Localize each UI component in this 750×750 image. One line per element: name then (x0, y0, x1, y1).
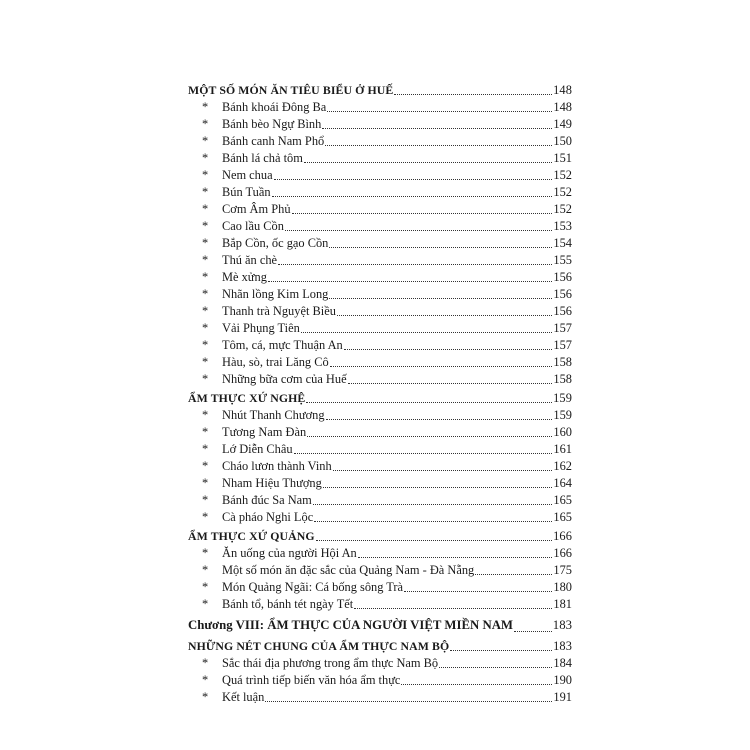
toc-title: Sắc thái địa phương trong ẩm thực Nam Bộ (222, 656, 439, 670)
toc-item (188, 655, 572, 672)
toc-item (188, 201, 572, 218)
bullet-marker: * (202, 185, 209, 199)
dot-leader (348, 383, 553, 384)
bullet-marker: * (202, 597, 209, 611)
toc-title: Nem chua (222, 168, 273, 182)
dot-leader (354, 608, 552, 609)
page-number: 165 (553, 510, 572, 524)
dot-leader (314, 521, 552, 522)
page-number: 159 (553, 391, 572, 405)
bullet-marker: * (202, 425, 209, 439)
dot-leader (514, 631, 552, 632)
toc-item (188, 492, 572, 509)
toc-item (188, 354, 572, 371)
toc-title: Quá trình tiếp biến văn hóa ẩm thực (222, 673, 401, 687)
dot-leader (322, 128, 552, 129)
toc-item (188, 167, 572, 184)
toc-title: Ăn uống của người Hội An (222, 546, 357, 560)
page-number: 164 (553, 476, 572, 490)
bullet-marker: * (202, 219, 209, 233)
dot-leader (330, 366, 553, 367)
bullet-marker: * (202, 580, 209, 594)
toc-item (188, 218, 572, 235)
dot-leader (268, 281, 552, 282)
toc-item (188, 579, 572, 596)
page-number: 151 (553, 151, 572, 165)
bullet-marker: * (202, 673, 209, 687)
page-number: 152 (553, 202, 572, 216)
toc-item (188, 672, 572, 689)
toc-title: Mè xửng (222, 270, 267, 284)
page-number: 157 (553, 321, 572, 335)
page-number: 166 (553, 529, 572, 543)
toc-title: Bánh lá chả tôm (222, 151, 303, 165)
toc-item (188, 252, 572, 269)
toc-title: Thú ăn chè (222, 253, 278, 267)
bullet-marker: * (202, 168, 209, 182)
page-number: 155 (553, 253, 572, 267)
page-number: 180 (553, 580, 572, 594)
toc-item (188, 286, 572, 303)
toc-title: Bánh canh Nam Phổ (222, 134, 325, 148)
bullet-marker: * (202, 151, 209, 165)
bullet-marker: * (202, 321, 209, 335)
page-number: 183 (553, 639, 572, 653)
toc-title: MỘT SỐ MÓN ĂN TIÊU BIỂU Ở HUẾ (188, 83, 394, 97)
toc-title: Bún Tuần (222, 185, 271, 199)
dot-leader (274, 179, 553, 180)
toc-title: Vải Phụng Tiên (222, 321, 300, 335)
bullet-marker: * (202, 476, 209, 490)
bullet-marker: * (202, 100, 209, 114)
page-number: 154 (553, 236, 572, 250)
toc-title: Bánh đúc Sa Nam (222, 493, 312, 507)
toc-item (188, 545, 572, 562)
toc-item (188, 562, 572, 579)
toc-item (188, 441, 572, 458)
toc-item (188, 596, 572, 613)
dot-leader (404, 591, 552, 592)
page-number: 158 (553, 372, 572, 386)
toc-chapter (188, 615, 572, 636)
page-number: 190 (553, 673, 572, 687)
page-number: 157 (553, 338, 572, 352)
page-number: 165 (553, 493, 572, 507)
dot-leader (313, 504, 553, 505)
toc-title: Kết luận (222, 690, 265, 704)
dot-leader (272, 196, 553, 197)
dot-leader (325, 145, 552, 146)
toc-title: Bắp Cồn, ốc gạo Cồn (222, 236, 329, 250)
dot-leader (306, 402, 552, 403)
toc-title: Nham Hiệu Thượng (222, 476, 322, 490)
page-number: 156 (553, 270, 572, 284)
dot-leader (326, 419, 553, 420)
toc-item (188, 371, 572, 388)
bullet-marker: * (202, 510, 209, 524)
dot-leader (301, 332, 553, 333)
toc-title: Cơm Âm Phủ (222, 202, 291, 216)
dot-leader (323, 487, 553, 488)
bullet-marker: * (202, 236, 209, 250)
page-number: 149 (553, 117, 572, 131)
toc-title: Cháo lươn thành Vinh (222, 459, 332, 473)
dot-leader (358, 557, 553, 558)
toc-item (188, 303, 572, 320)
bullet-marker: * (202, 253, 209, 267)
bullet-marker: * (202, 117, 209, 131)
dot-leader (329, 298, 552, 299)
toc-item (188, 320, 572, 337)
bullet-marker: * (202, 134, 209, 148)
toc-section (188, 390, 572, 407)
toc-title: Nhút Thanh Chương (222, 408, 325, 422)
toc-item (188, 475, 572, 492)
page-number: 191 (553, 690, 572, 704)
toc-title: NHỮNG NÉT CHUNG CỦA ẨM THỰC NAM BỘ (188, 639, 450, 653)
bullet-marker: * (202, 459, 209, 473)
toc-item (188, 269, 572, 286)
dot-leader (327, 111, 552, 112)
dot-leader (278, 264, 552, 265)
bullet-marker: * (202, 442, 209, 456)
dot-leader (294, 453, 553, 454)
toc-title: Tương Nam Đàn (222, 425, 307, 439)
bullet-marker: * (202, 287, 209, 301)
toc-item (188, 407, 572, 424)
page-number: 156 (553, 287, 572, 301)
page-number: 181 (553, 597, 572, 611)
toc-item (188, 458, 572, 475)
toc-item (188, 424, 572, 441)
dot-leader (265, 701, 552, 702)
toc-title: Chương VIII: ẨM THỰC CỦA NGƯỜI VIỆT MIỀN NAM (188, 618, 514, 632)
toc-item (188, 235, 572, 252)
toc-item (188, 133, 572, 150)
page-number: 162 (553, 459, 572, 473)
toc-section (188, 638, 572, 655)
dot-leader (401, 684, 552, 685)
dot-leader (475, 574, 552, 575)
toc-title: Món Quảng Ngãi: Cá bống sông Trà (222, 580, 404, 594)
dot-leader (285, 230, 552, 231)
page-number: 148 (553, 83, 572, 97)
bullet-marker: * (202, 338, 209, 352)
page-number: 160 (553, 425, 572, 439)
toc-title: ẨM THỰC XỨ NGHỆ (188, 391, 306, 405)
toc-title: Tôm, cá, mực Thuận An (222, 338, 343, 352)
page-number: 175 (553, 563, 572, 577)
page-number: 152 (553, 185, 572, 199)
page-number: 161 (553, 442, 572, 456)
toc-item (188, 150, 572, 167)
toc-title: Thanh trà Nguyệt Biều (222, 304, 336, 318)
dot-leader (439, 667, 552, 668)
dot-leader (344, 349, 553, 350)
toc-title: Nhãn lồng Kim Long (222, 287, 329, 301)
toc-item (188, 99, 572, 116)
toc-title: Một số món ăn đặc sắc của Quảng Nam - Đà Nẵng (222, 563, 475, 577)
bullet-marker: * (202, 270, 209, 284)
toc-title: Cà pháo Nghi Lộc (222, 510, 314, 524)
bullet-marker: * (202, 493, 209, 507)
toc-title: Bánh tổ, bánh tét ngày Tết (222, 597, 354, 611)
bullet-marker: * (202, 690, 209, 704)
bullet-marker: * (202, 355, 209, 369)
toc-item (188, 509, 572, 526)
page-number: 156 (553, 304, 572, 318)
dot-leader (307, 436, 552, 437)
dot-leader (333, 470, 553, 471)
dot-leader (337, 315, 553, 316)
toc-section (188, 528, 572, 545)
page-number: 159 (553, 408, 572, 422)
page-number: 158 (553, 355, 572, 369)
page-number: 152 (553, 168, 572, 182)
toc-title: Bánh bèo Ngự Bình (222, 117, 322, 131)
page-number: 153 (553, 219, 572, 233)
toc-title: Bánh khoái Đông Ba (222, 100, 327, 114)
toc-title: Hàu, sò, trai Lăng Cô (222, 355, 329, 369)
dot-leader (292, 213, 553, 214)
page-number: 148 (553, 100, 572, 114)
toc-item (188, 689, 572, 706)
dot-leader (394, 94, 552, 95)
bullet-marker: * (202, 563, 209, 577)
page-number: 150 (553, 134, 572, 148)
page-number: 166 (553, 546, 572, 560)
bullet-marker: * (202, 656, 209, 670)
dot-leader (450, 650, 552, 651)
bullet-marker: * (202, 304, 209, 318)
toc-title: Những bữa cơm của Huế (222, 372, 347, 386)
bullet-marker: * (202, 546, 209, 560)
bullet-marker: * (202, 202, 209, 216)
bullet-marker: * (202, 408, 209, 422)
toc-title: ẨM THỰC XỨ QUẢNG (188, 529, 315, 543)
dot-leader (329, 247, 552, 248)
toc-item (188, 116, 572, 133)
dot-leader (316, 540, 552, 541)
page-number: 184 (553, 656, 572, 670)
toc-title: Cao lầu Cồn (222, 219, 284, 233)
table-of-contents (188, 82, 572, 706)
toc-item (188, 337, 572, 354)
page-number: 183 (552, 618, 572, 632)
dot-leader (304, 162, 553, 163)
toc-section (188, 82, 572, 99)
toc-title: Lớ Diễn Châu (222, 442, 293, 456)
bullet-marker: * (202, 372, 209, 386)
toc-item (188, 184, 572, 201)
